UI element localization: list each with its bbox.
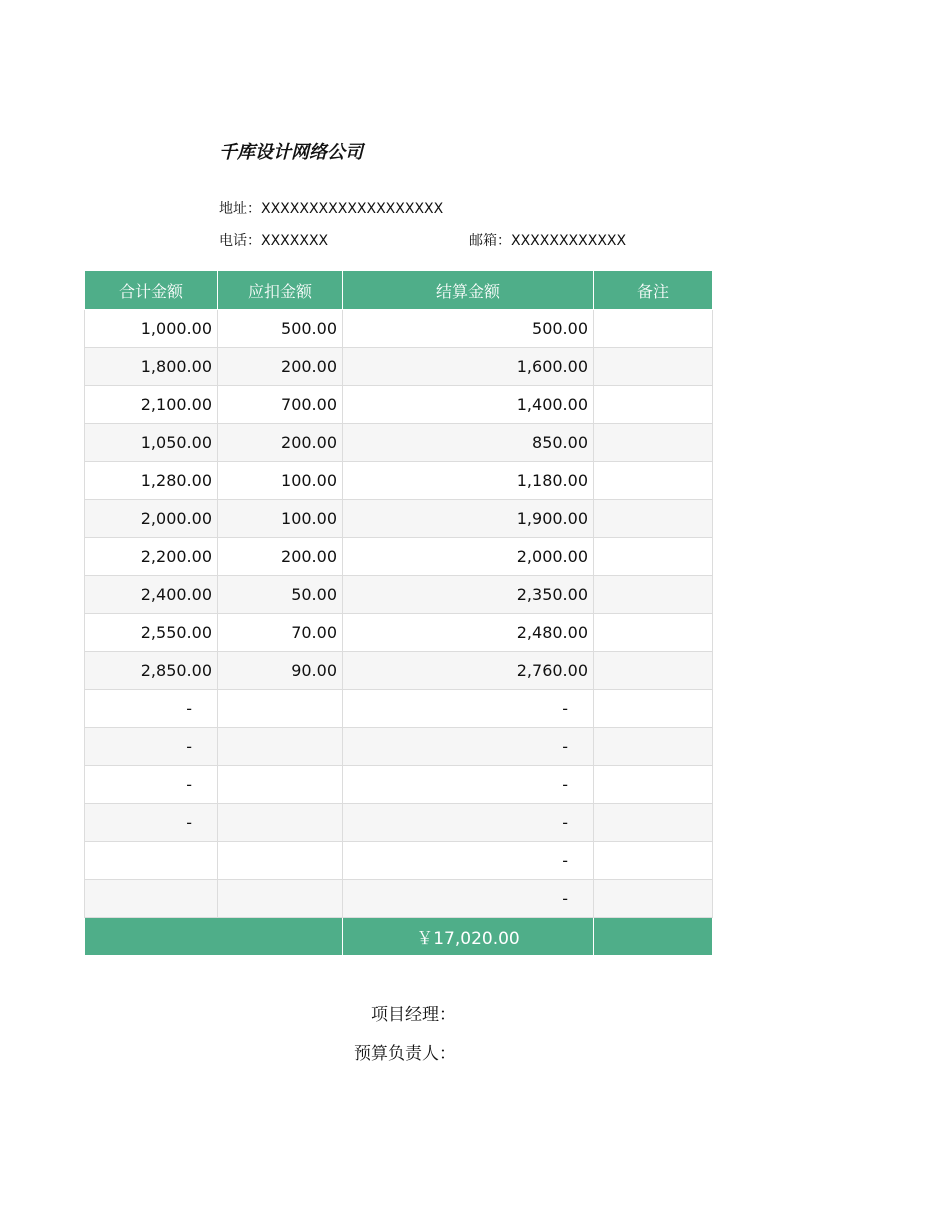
phone-label: 电话： <box>219 233 261 249</box>
table-row <box>85 614 713 652</box>
cell-remark <box>594 462 713 500</box>
cell-deduction <box>218 766 343 804</box>
cell-total-amount: 1,000.00 <box>85 310 218 348</box>
cell-remark <box>594 576 713 614</box>
cell-total-amount: 1,050.00 <box>85 424 218 462</box>
cell-total-amount <box>85 842 218 880</box>
cell-remark <box>594 424 713 462</box>
email-value: XXXXXXXXXXXX <box>511 233 627 249</box>
cell-total-amount: - <box>85 690 218 728</box>
header-deduction: 应扣金额 <box>218 271 343 310</box>
cell-deduction: 100.00 <box>218 462 343 500</box>
cell-remark <box>594 766 713 804</box>
cell-settlement: 2,000.00 <box>343 538 594 576</box>
table-row <box>85 576 713 614</box>
table-row <box>85 690 713 728</box>
cell-deduction: 200.00 <box>218 538 343 576</box>
cell-settlement: - <box>343 804 594 842</box>
cell-settlement: 1,600.00 <box>343 348 594 386</box>
table-row <box>85 500 713 538</box>
table-row <box>85 804 713 842</box>
email-label: 邮箱： <box>469 233 511 249</box>
cell-deduction: 500.00 <box>218 310 343 348</box>
table-row <box>85 386 713 424</box>
cell-remark <box>594 310 713 348</box>
cell-deduction <box>218 728 343 766</box>
cell-total-amount: 1,800.00 <box>85 348 218 386</box>
cell-settlement: 1,180.00 <box>343 462 594 500</box>
cell-settlement: 2,480.00 <box>343 614 594 652</box>
table-row <box>85 652 713 690</box>
table-row <box>85 766 713 804</box>
cell-total-amount: 2,550.00 <box>85 614 218 652</box>
cell-remark <box>594 728 713 766</box>
cell-remark <box>594 500 713 538</box>
cell-total-amount: 2,200.00 <box>85 538 218 576</box>
cell-settlement: - <box>343 766 594 804</box>
table-row <box>85 348 713 386</box>
header-total-amount: 合计金额 <box>85 271 218 310</box>
table-header-row <box>85 271 713 310</box>
table-row <box>85 310 713 348</box>
cell-deduction <box>218 880 343 918</box>
address-line <box>219 198 443 218</box>
phone-value: XXXXXXX <box>261 233 329 249</box>
cell-deduction <box>218 842 343 880</box>
table-row <box>85 842 713 880</box>
table-row <box>85 728 713 766</box>
address-label: 地址： <box>219 201 261 217</box>
table-body <box>85 310 713 918</box>
cell-total-amount: 1,280.00 <box>85 462 218 500</box>
phone-line <box>219 230 328 250</box>
cell-total-amount: 2,000.00 <box>85 500 218 538</box>
header-settlement: 结算金额 <box>343 271 594 310</box>
cell-remark <box>594 804 713 842</box>
cell-deduction: 90.00 <box>218 652 343 690</box>
cell-total-amount: - <box>85 728 218 766</box>
cell-total-amount: - <box>85 804 218 842</box>
cell-remark <box>594 348 713 386</box>
cell-deduction: 700.00 <box>218 386 343 424</box>
cell-deduction: 70.00 <box>218 614 343 652</box>
cell-settlement: 850.00 <box>343 424 594 462</box>
total-remark-cell <box>594 918 713 956</box>
cell-settlement: 1,400.00 <box>343 386 594 424</box>
cell-total-amount: 2,100.00 <box>85 386 218 424</box>
cell-settlement: 2,350.00 <box>343 576 594 614</box>
cell-remark <box>594 880 713 918</box>
cell-total-amount: 2,400.00 <box>85 576 218 614</box>
total-label-cell <box>85 918 343 956</box>
cell-deduction <box>218 690 343 728</box>
total-value: ￥17,020.00 <box>343 918 594 956</box>
header-remark: 备注 <box>594 271 713 310</box>
cell-deduction: 100.00 <box>218 500 343 538</box>
cell-settlement: 1,900.00 <box>343 500 594 538</box>
cell-settlement: 500.00 <box>343 310 594 348</box>
cell-remark <box>594 842 713 880</box>
email-line <box>469 230 626 250</box>
cell-deduction: 200.00 <box>218 424 343 462</box>
address-value: XXXXXXXXXXXXXXXXXXX <box>261 201 444 217</box>
company-name: 千库设计网络公司 <box>219 142 363 163</box>
table-row <box>85 462 713 500</box>
cell-remark <box>594 538 713 576</box>
cell-remark <box>594 690 713 728</box>
cell-settlement: 2,760.00 <box>343 652 594 690</box>
cell-remark <box>594 652 713 690</box>
cell-settlement: - <box>343 842 594 880</box>
table-row <box>85 880 713 918</box>
table-row <box>85 424 713 462</box>
cell-settlement: - <box>343 880 594 918</box>
cell-remark <box>594 386 713 424</box>
cell-deduction <box>218 804 343 842</box>
cell-total-amount: - <box>85 766 218 804</box>
cell-settlement: - <box>343 690 594 728</box>
cell-deduction: 200.00 <box>218 348 343 386</box>
budget-owner-label: 预算负责人： <box>354 1044 456 1064</box>
project-manager-label: 项目经理： <box>371 1005 456 1025</box>
settlement-table <box>84 270 713 956</box>
cell-settlement: - <box>343 728 594 766</box>
cell-remark <box>594 614 713 652</box>
table-total-row <box>85 918 713 956</box>
cell-total-amount: 2,850.00 <box>85 652 218 690</box>
cell-deduction: 50.00 <box>218 576 343 614</box>
cell-total-amount <box>85 880 218 918</box>
table-row <box>85 538 713 576</box>
